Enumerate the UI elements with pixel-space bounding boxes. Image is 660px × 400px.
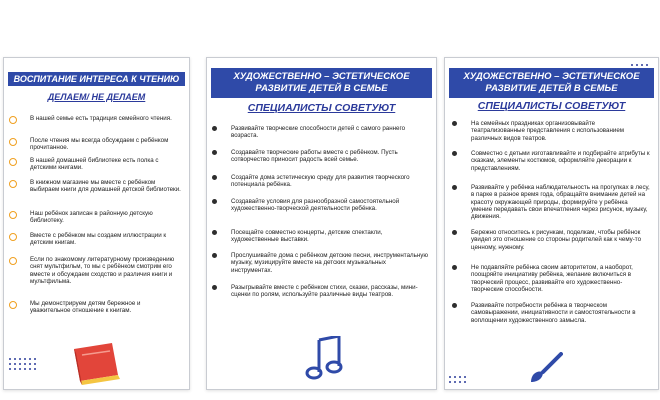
circle-bullet-icon: [9, 257, 17, 265]
circle-bullet-icon: [9, 233, 17, 241]
list-item-text: Наш ребёнок записан в районную детскую библиотеку.: [30, 210, 153, 225]
list-item-text: Если по знакомому литературному произведению снят мультфильм, то мы с ребёнком смотрим его вместе и обсуждаем сходство и различия книги и мультфильма.: [30, 256, 175, 285]
list-item-text: Создавайте условия для разнообразной самостоятельной художественно-творческой деятельности ребёнка.: [231, 198, 400, 213]
list-item-text: Совместно с детьми изготавливайте и подбирайте атрибуты к сказкам, элементы костюмов, оформляйте декорации к представлениям.: [471, 150, 650, 172]
list-item-text: На семейных праздниках организовывайте театрализованные представления с использованием различных видов театров.: [471, 120, 625, 142]
list-item-text: Не подавляйте ребёнка своим авторитетом, а наоборот, поощряйте инициативу ребёнка, желание включиться в творческий процесс, развивайте его художественно-творческие способности.: [471, 264, 633, 293]
list-item-text: Создайте дома эстетическую среду для развития творческого потенциала ребёнка.: [231, 174, 410, 189]
card-aesthetic-development-1: [206, 57, 437, 390]
circle-bullet-icon: [9, 116, 17, 124]
dot-pattern: [9, 358, 36, 370]
card-reading-interest: [3, 57, 190, 390]
dot-bullet-icon: [212, 199, 217, 204]
list-item-text: В книжном магазине мы вместе с ребёнком выбираем книги для домашней детской библиотеки.: [30, 179, 181, 194]
dot-bullet-icon: [452, 185, 457, 190]
card2-title: ХУДОЖЕСТВЕННО – ЭСТЕТИЧЕСКОЕ РАЗВИТИЕ ДЕТЕЙ В СЕМЬЕ: [211, 68, 432, 98]
dot-bullet-icon: [452, 303, 457, 308]
dot-bullet-icon: [212, 126, 217, 131]
dot-bullet-icon: [452, 151, 457, 156]
paintbrush-icon: [527, 352, 563, 384]
list-item-text: Создавайте творческие работы вместе с ребёнком. Пусть сотворчество приносит радость всей семье.: [231, 149, 398, 164]
dot-bullet-icon: [452, 230, 457, 235]
card3-title: ХУДОЖЕСТВЕННО – ЭСТЕТИЧЕСКОЕ РАЗВИТИЕ ДЕТЕЙ В СЕМЬЕ: [449, 68, 654, 98]
list-item-text: После чтения мы всегда обсуждаем с ребёнком прочитанное.: [30, 137, 169, 152]
dot-bullet-icon: [212, 150, 217, 155]
dot-bullet-icon: [452, 121, 457, 126]
list-item-text: Вместе с ребёнком мы создаем иллюстрации к детским книгам.: [30, 232, 167, 247]
list-item-text: Бережно относитесь к рисункам, поделкам, чтобы ребёнок увидел это отношение со стороны родителей как к чему-то ценному, нужному.: [471, 229, 642, 251]
list-item-text: Посещайте совместно концерты, детские спектакли, художественные выставки.: [231, 229, 383, 244]
card1-subtitle: ДЕЛАЕМ/ НЕ ДЕЛАЕМ: [47, 92, 146, 102]
list-item-text: Мы демонстрируем детям бережное и уважительное отношение к книгам.: [30, 300, 141, 315]
card3-subtitle: СПЕЦИАЛИСТЫ СОВЕТУЮТ: [477, 100, 626, 112]
circle-bullet-icon: [9, 211, 17, 219]
music-note-icon: [305, 336, 345, 382]
list-item-text: Развивайте творческие способности детей с самого раннего возраста.: [231, 125, 406, 140]
list-item-text: В нашей домашней библиотеке есть полка с детскими книгами.: [30, 157, 159, 172]
card-aesthetic-development-2: [444, 57, 659, 390]
list-item-text: В нашей семье есть традиция семейного чтения.: [30, 115, 172, 122]
list-item-text: Развивайте у ребёнка наблюдательность на прогулках в лесу, в парке в разное время года, обращайте внимание детей на красоту окружающей природы, формируйте у ребёнка умение передавать свои впечатления через рисунок, музыку, движения.: [471, 184, 650, 221]
list-item-text: Прослушивайте дома с ребёнком детские песни, инструментальную музыку, музицируйте вместе на детских музыкальных инструментах.: [231, 252, 428, 274]
circle-bullet-icon: [9, 158, 17, 166]
dot-bullet-icon: [212, 230, 217, 235]
list-item-text: Разыгрывайте вместе с ребёнком стихи, сказки, рассказы, мини-сценки по ролям, используйте различные виды театров.: [231, 284, 418, 299]
card1-title: ВОСПИТАНИЕ ИНТЕРЕСА К ЧТЕНИЮ: [8, 72, 185, 86]
circle-bullet-icon: [9, 301, 17, 309]
circle-bullet-icon: [9, 180, 17, 188]
dot-bullet-icon: [212, 285, 217, 290]
dot-pattern-bottom: [449, 376, 466, 383]
dot-bullet-icon: [212, 253, 217, 258]
list-item-text: Развивайте потребности ребёнка в творческом самовыражении, инициативности и самостоятельности в воплощении художественного замысла.: [471, 302, 636, 324]
circle-bullet-icon: [9, 138, 17, 146]
dot-bullet-icon: [212, 175, 217, 180]
dot-bullet-icon: [452, 265, 457, 270]
book-icon: [68, 341, 124, 385]
card2-subtitle: СПЕЦИАЛИСТЫ СОВЕТУЮТ: [247, 102, 396, 114]
